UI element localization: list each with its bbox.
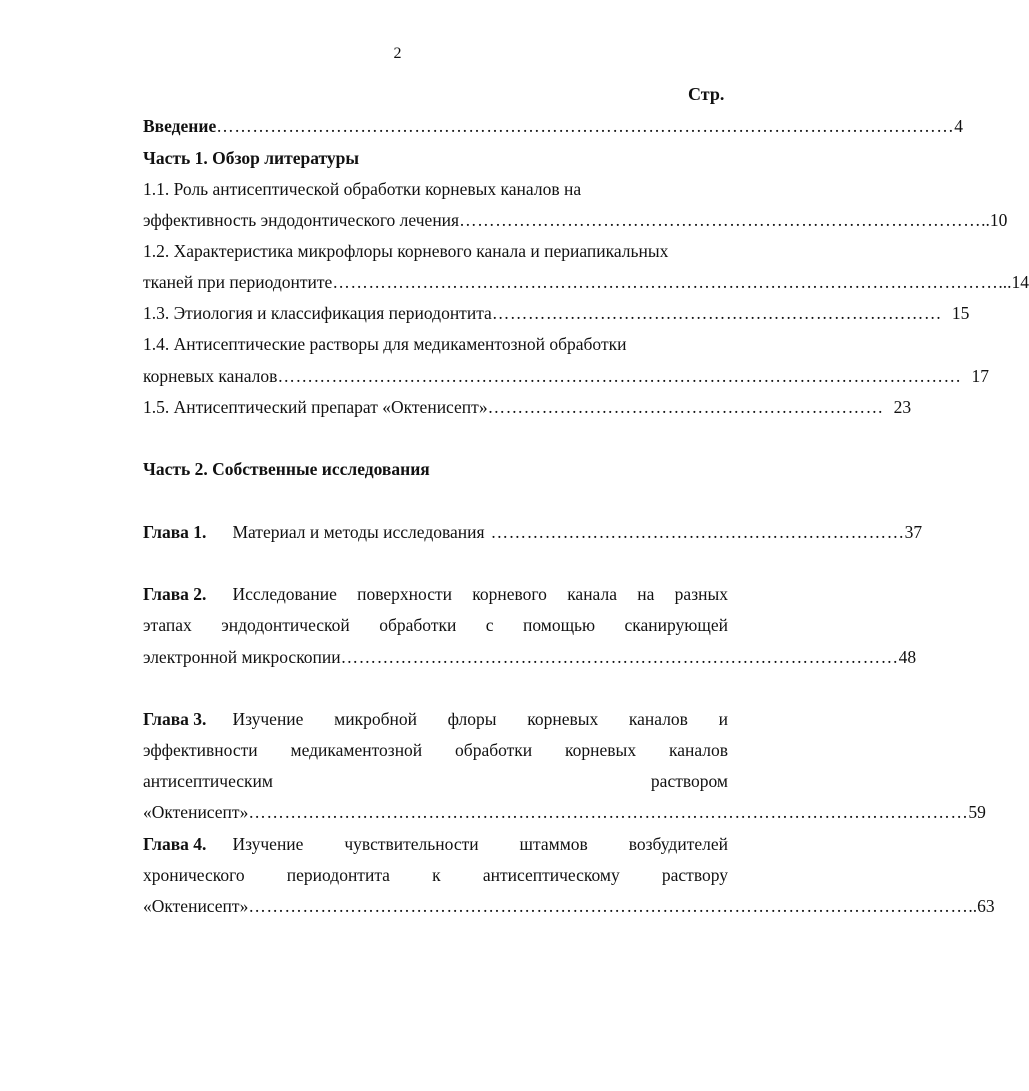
leader-dots: ………………………………………………………………………………………………………… [248,802,969,822]
toc-entry-title: Введение [143,116,217,136]
toc-chapter-3-line3: антисептическим раствором [143,771,728,791]
leader-dots: ………………………………………………………… [487,397,884,417]
toc-entry-1-2-line1: 1.2. Характеристика микрофлоры корневого канала и периапикальных [143,241,669,261]
page-column-header: Стр. [688,84,725,104]
toc-entry-title: «Октенисепт» [143,896,249,916]
chapter-label: Глава 1. [143,522,207,542]
toc-chapter-2-line2: этапах эндодонтической обработки с помощью сканирующей [143,615,728,635]
toc-chapter-4-line2: хронического периодонтита к антисептическому раствору [143,865,728,885]
leader-dots: …………………………………………………………… [490,522,905,542]
toc-entry-title: электронной микроскопии [143,647,341,667]
page-number: 2 [393,45,402,62]
toc-entry-1-1-line1: 1.1. Роль антисептической обработки корневых каналов на [143,179,582,199]
toc-entry-title: «Октенисепт» [143,802,249,822]
toc-entry-title: Изучение чувствительности штаммов возбудителей [232,834,728,854]
toc-entry-page: 4 [954,116,963,136]
leader-dots: ………………………………………………………………………………… [340,647,899,667]
toc-entry-1-2-line2 [143,271,1029,293]
toc-entry-page: ..10 [981,210,1008,230]
toc-entry-page: 23 [893,397,912,417]
leader-dots: …………………………………………………………………………………………………………… [216,116,955,136]
toc-entry-page: 48 [898,647,917,667]
toc-chapter-1 [143,521,923,543]
toc-entry-page: 59 [968,802,986,822]
toc-entry-1-4-line1: 1.4. Антисептические растворы для медикаментозной обработки [143,334,627,354]
toc-entry-title: 1.5. Антисептический препарат «Октенисепт» [143,397,488,417]
chapter-label: Глава 2. [143,584,207,604]
leader-dots: ………………………………………………………………… [491,303,942,323]
toc-entry-title: Исследование поверхности корневого канала на разных [232,584,728,604]
leader-dots: ………………………………………………………………………………………………… [332,272,999,292]
toc-entry-title: корневых каналов [143,366,278,386]
toc-entry-title: тканей при периодонтите [143,272,333,292]
leader-dots: …………………………………………………………………………… [459,210,982,230]
toc-entry-1-4-line2 [143,365,989,387]
toc-part-1-heading: Часть 1. Обзор литературы [143,148,360,168]
toc-entry-page: 37 [904,522,923,542]
toc-entry-page: ...14 [998,272,1029,292]
leader-dots: ………………………………………………………………………………………………………… [248,896,969,916]
toc-entry-title: Материал и методы исследования [232,522,485,542]
toc-entry-intro [143,115,963,137]
toc-entry-1-5 [143,396,912,418]
toc-entry-1-1-line2 [143,209,1008,231]
toc-entry-title: Изучение микробной флоры корневых каналов и [232,709,728,729]
toc-chapter-2-line1 [143,583,728,605]
toc-part-2-heading: Часть 2. Собственные исследования [143,459,430,479]
toc-entry-page: ..63 [968,896,995,916]
toc-entry-title: 1.3. Этиология и классификация периодонтита [143,303,492,323]
toc-chapter-3-line1 [143,708,728,730]
toc-chapter-3-line2: эффективности медикаментозной обработки корневых каналов [143,740,728,760]
toc-chapter-2-line3 [143,646,917,668]
toc-entry-page: 17 [971,366,989,386]
toc-entry-title: эффективность эндодонтического лечения [143,210,460,230]
leader-dots: …………………………………………………………………………………………………… [277,366,962,386]
chapter-label: Глава 4. [143,834,207,854]
toc-chapter-4-line1 [143,833,728,855]
toc-chapter-4-line3 [143,895,995,917]
toc-entry-page: 15 [951,303,970,323]
toc-entry-1-3 [143,302,970,324]
toc-chapter-3-line4 [143,801,986,823]
chapter-label: Глава 3. [143,709,207,729]
